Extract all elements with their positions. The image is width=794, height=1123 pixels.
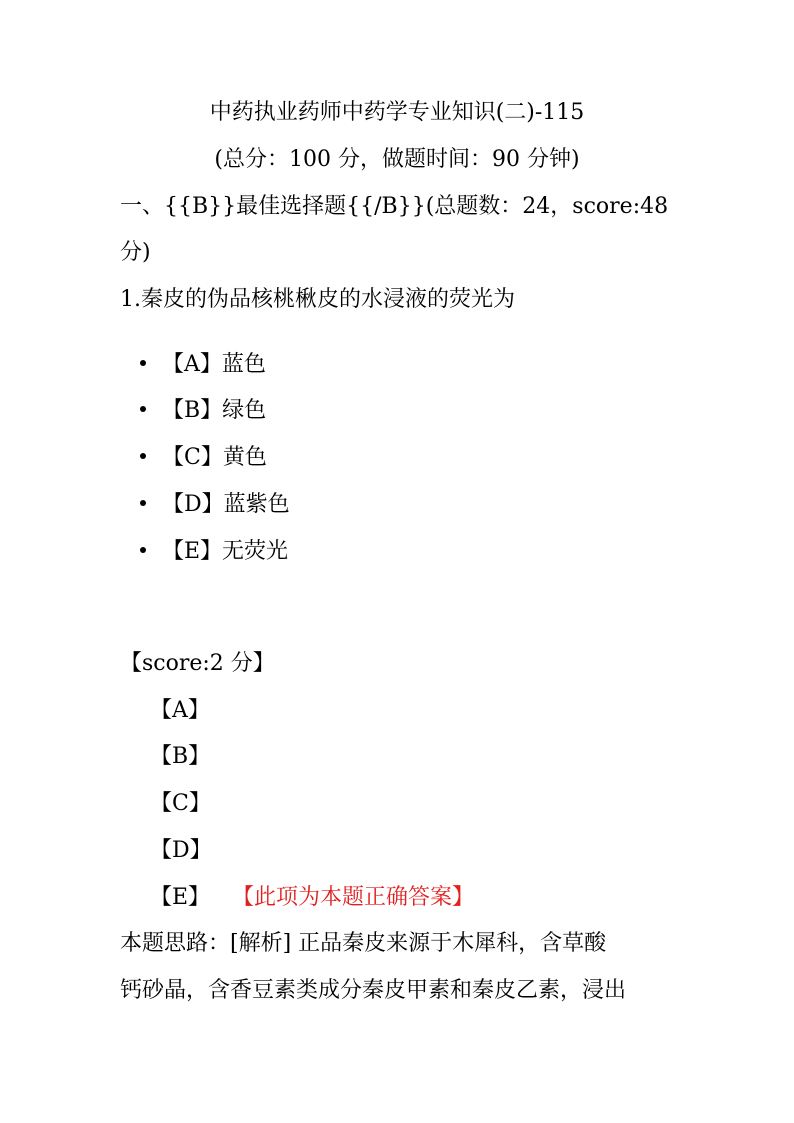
answer-a: 【A】 bbox=[150, 698, 210, 723]
document-title: 中药执业药师中药学专业知识(二)-115 bbox=[209, 100, 585, 125]
bullet-icon bbox=[140, 360, 146, 366]
option-c bbox=[140, 443, 267, 473]
correct-answer-note: 【此项为本题正确答案】 bbox=[232, 885, 475, 910]
document-subtitle: (总分：100 分，做题时间：90 分钟) bbox=[214, 147, 580, 172]
section-heading: 一、{{B}}最佳选择题{{/B}}(总题数：24，score:48 bbox=[120, 194, 669, 219]
option-d bbox=[140, 490, 290, 520]
option-label: 【A】蓝色 bbox=[162, 352, 266, 377]
bullet-icon bbox=[140, 406, 146, 412]
answer-e: 【E】 bbox=[150, 885, 211, 910]
answer-d: 【D】 bbox=[150, 838, 212, 863]
section-heading-cont: 分) bbox=[120, 240, 151, 265]
question-text: 1.秦皮的伪品核桃楸皮的水浸液的荧光为 bbox=[120, 287, 515, 312]
option-label: 【D】蓝紫色 bbox=[162, 492, 290, 517]
option-e bbox=[140, 537, 288, 567]
bullet-icon bbox=[140, 547, 146, 553]
answer-c: 【C】 bbox=[150, 791, 211, 816]
explanation-line-2: 钙砂晶，含香豆素类成分秦皮甲素和秦皮乙素，浸出 bbox=[120, 978, 627, 1003]
bullet-icon bbox=[140, 500, 146, 506]
explanation-line-1: 本题思路：[解析] 正品秦皮来源于木犀科，含草酸 bbox=[120, 931, 607, 956]
option-a bbox=[140, 350, 266, 380]
score-label: 【score:2 分】 bbox=[120, 651, 275, 676]
option-label: 【C】黄色 bbox=[162, 445, 267, 470]
option-b bbox=[140, 396, 266, 426]
answer-b: 【B】 bbox=[150, 744, 211, 769]
option-label: 【B】绿色 bbox=[162, 398, 267, 423]
option-label: 【E】无荧光 bbox=[162, 539, 289, 564]
bullet-icon bbox=[140, 453, 146, 459]
